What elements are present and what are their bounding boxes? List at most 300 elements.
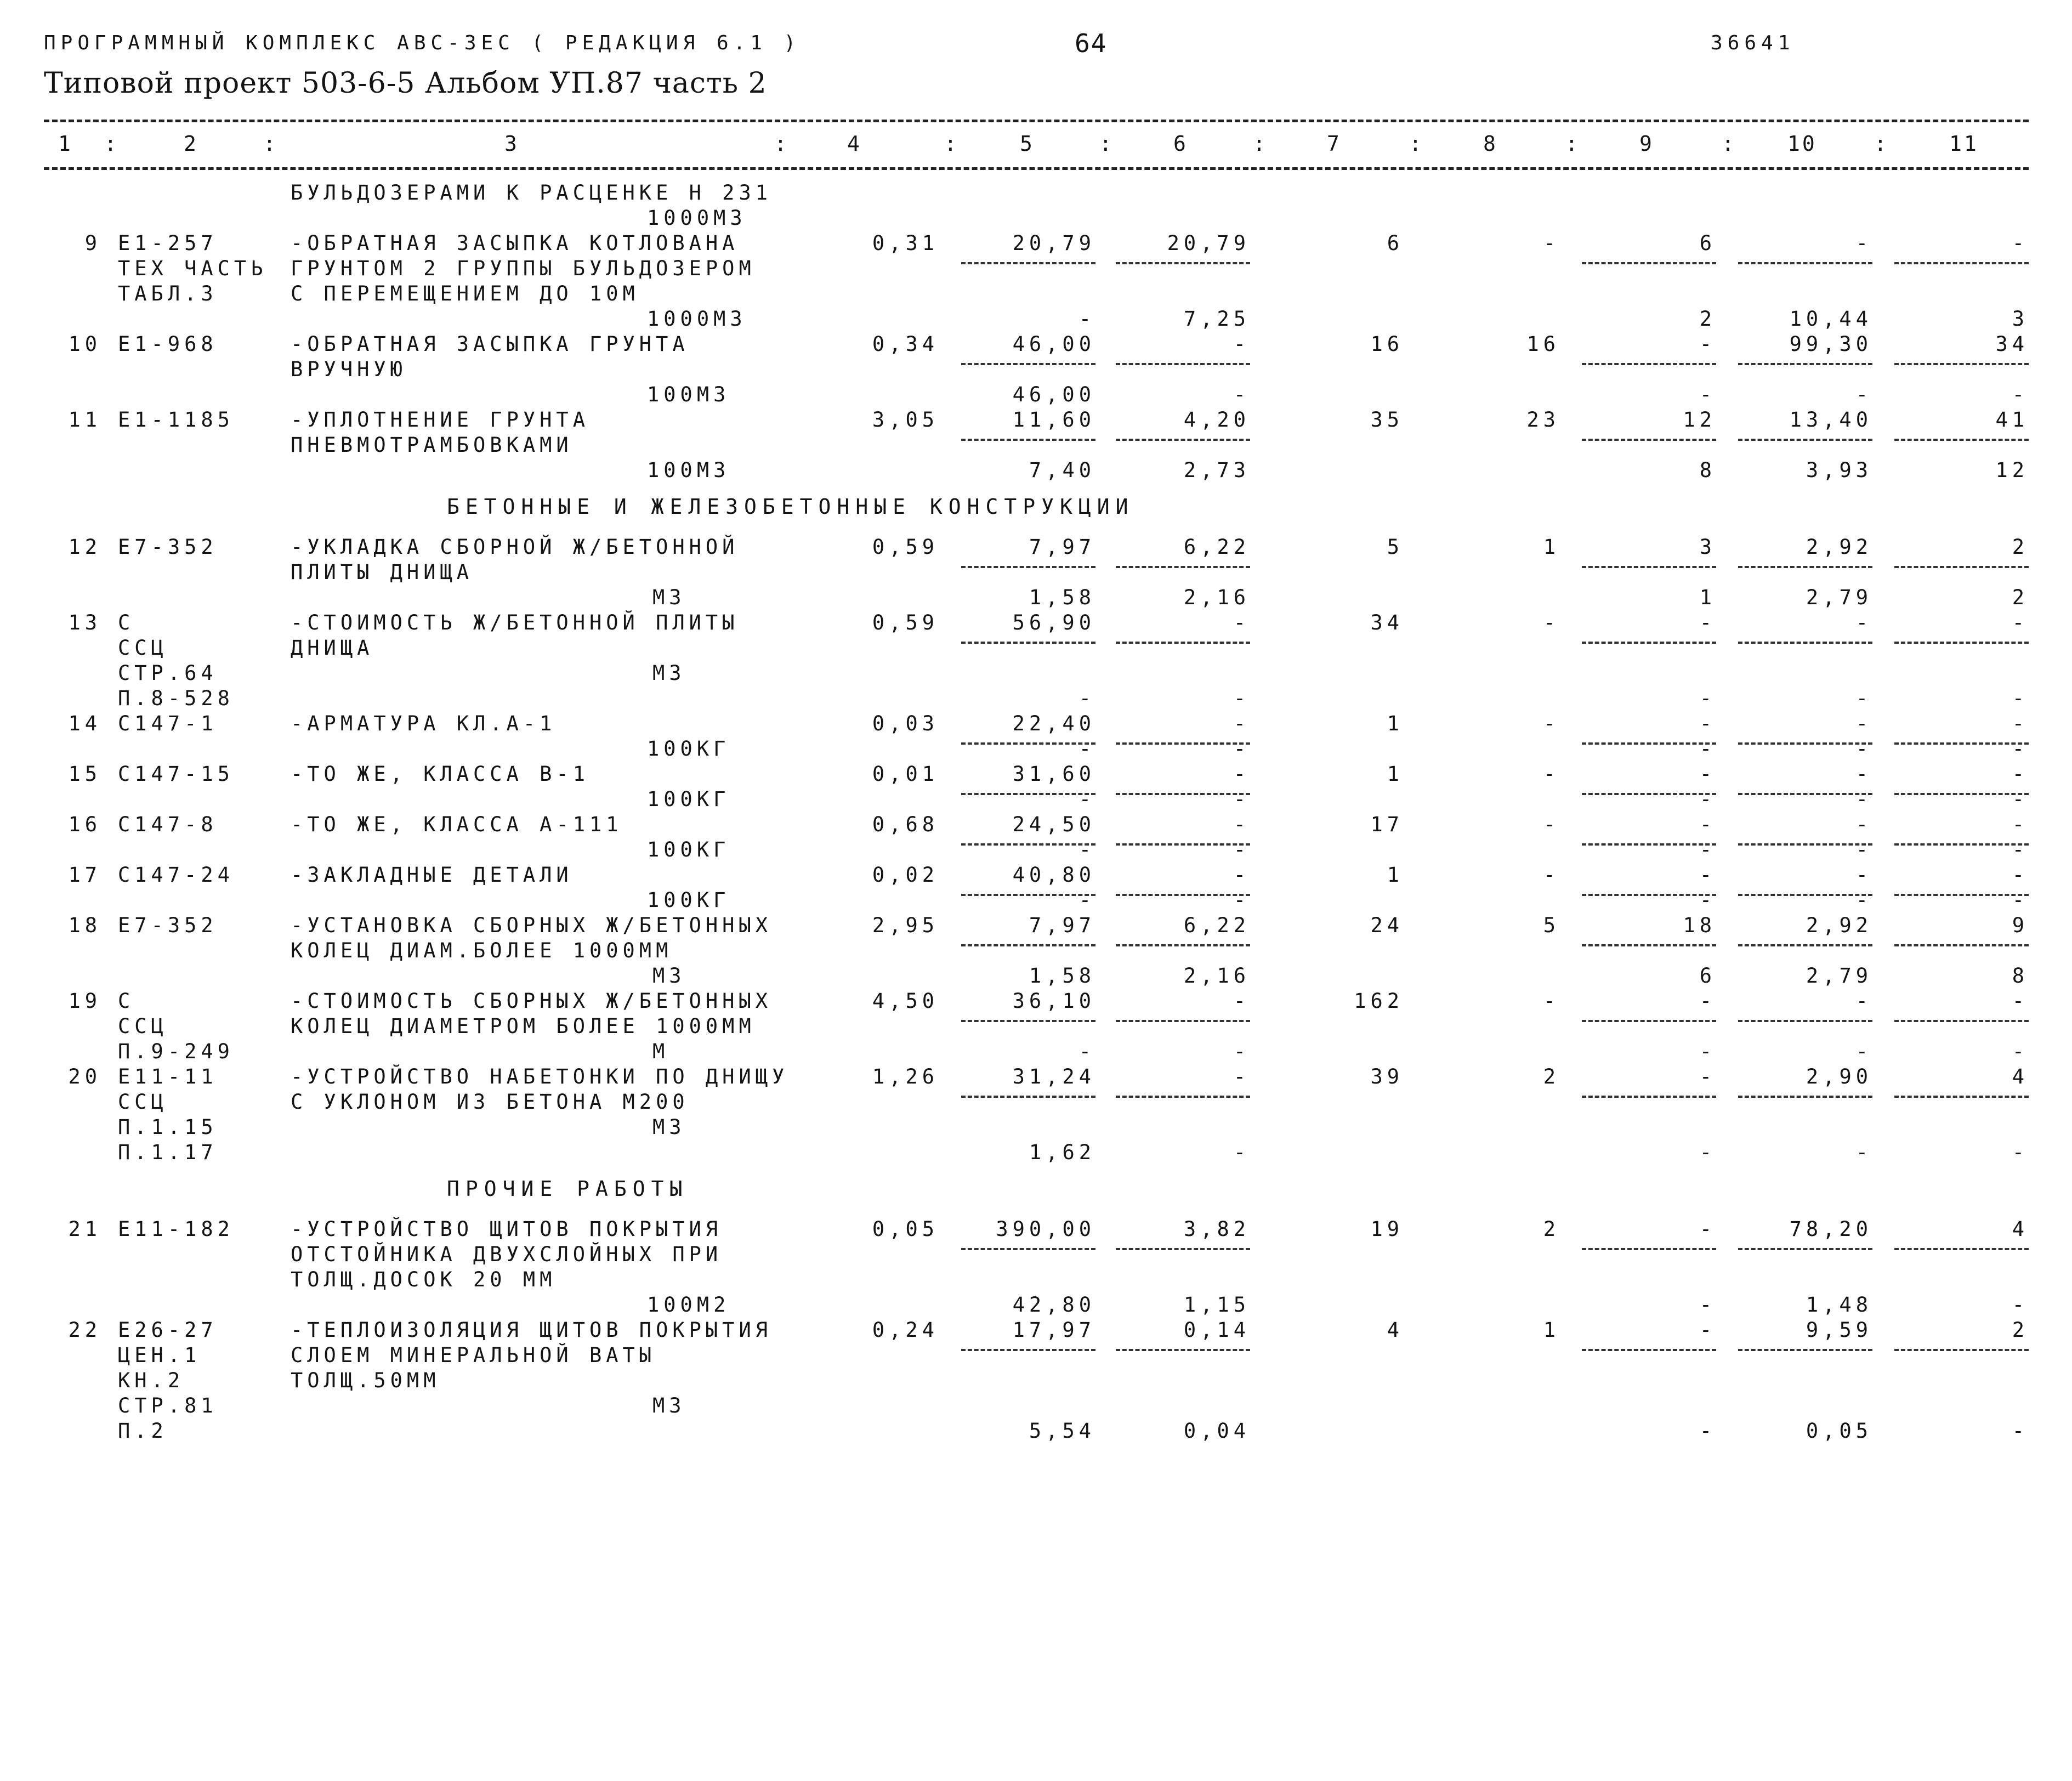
separator-dashes <box>1582 1248 1716 1250</box>
col-9: 9 <box>1639 132 1654 156</box>
value-c5-bottom: 7,40 <box>1029 458 1095 482</box>
separator-dashes <box>961 793 1095 795</box>
work-description: -ТО ЖЕ, КЛАССА В-1 <box>291 762 589 786</box>
separator-dashes <box>1894 566 2029 568</box>
work-description: -ТЕПЛОИЗОЛЯЦИЯ ЩИТОВ ПОКРЫТИЯ <box>291 1318 773 1342</box>
separator-dashes <box>1738 793 1872 795</box>
separator-dashes <box>1582 843 1716 846</box>
separator-dashes <box>1116 363 1250 365</box>
work-description: -УКЛАДКА СБОРНОЙ Ж/БЕТОННОЙ <box>291 535 739 559</box>
separator-dashes <box>1116 439 1250 441</box>
value-c10-bottom: 2,79 <box>1806 586 1872 609</box>
separator-dashes <box>1582 793 1716 795</box>
value-c7: 4 <box>1387 1318 1404 1342</box>
value-c11-bottom: 2 <box>2012 586 2029 609</box>
rate-code: Е7-352 <box>118 535 218 559</box>
separator-dashes <box>1582 439 1716 441</box>
work-description: -АРМАТУРА КЛ.А-1 <box>291 712 557 735</box>
value-c4: 0,34 <box>872 332 939 356</box>
value-c11-bottom: - <box>2012 1293 2029 1317</box>
value-c11-top: 41 <box>1995 408 2029 432</box>
rate-code: Е1-968 <box>118 332 218 356</box>
work-description: ТОЛЩ.ДОСОК 20 ММ <box>291 1268 557 1291</box>
value-c8: 1 <box>1543 535 1560 559</box>
value-c5-bottom: 46,00 <box>1012 383 1095 406</box>
separator-dashes <box>1582 1020 1716 1022</box>
separator-dashes <box>1894 363 2029 365</box>
col-3: 3 <box>504 132 519 156</box>
value-c10-top: 2,92 <box>1806 914 1872 937</box>
separator-dashes <box>1116 894 1250 896</box>
value-c5-top: 40,80 <box>1012 863 1095 887</box>
value-c11-bottom: - <box>2012 383 2029 406</box>
value-c5-bottom: - <box>1078 687 1095 710</box>
value-c7: 19 <box>1370 1217 1404 1241</box>
value-c6-top: - <box>1233 332 1250 356</box>
value-c6-bottom: - <box>1233 838 1250 861</box>
rate-code: Е1-257 <box>118 231 218 255</box>
value-c11-top: 4 <box>2012 1217 2029 1241</box>
value-c7: 24 <box>1370 914 1404 937</box>
value-c5-bottom: - <box>1078 838 1095 861</box>
value-c6-bottom: - <box>1233 687 1250 710</box>
value-c11-bottom: - <box>2012 1040 2029 1063</box>
separator-dashes <box>1582 566 1716 568</box>
col-2: 2 <box>184 132 198 156</box>
row-number: 14 <box>68 712 101 735</box>
separator-dashes <box>1116 566 1250 568</box>
value-c6-bottom: 2,16 <box>1183 586 1250 609</box>
value-c5-bottom: - <box>1078 787 1095 811</box>
value-c9-top: - <box>1699 762 1716 786</box>
separator-dashes <box>1582 742 1716 745</box>
value-c8: 5 <box>1543 914 1560 937</box>
value-c9-bottom: - <box>1699 737 1716 761</box>
separator-dashes <box>961 1096 1095 1098</box>
value-c6-top: 3,82 <box>1183 1217 1250 1241</box>
col-sep: : <box>774 132 789 156</box>
value-c8: - <box>1543 611 1560 634</box>
col-sep: : <box>1722 132 1736 156</box>
value-c7: 39 <box>1370 1065 1404 1088</box>
rate-code: КН.2 <box>118 1369 185 1392</box>
unit-of-measure: 1000М3 <box>647 206 747 230</box>
separator-dashes <box>1738 1020 1872 1022</box>
value-c4: 2,95 <box>872 914 939 937</box>
rate-code: ЦЕН.1 <box>118 1343 201 1367</box>
table-row <box>0 762 2072 813</box>
value-c5-bottom: 1,62 <box>1029 1141 1095 1164</box>
work-description: БУЛЬДОЗЕРАМИ К РАСЦЕНКЕ Н 231 <box>291 181 773 205</box>
value-c4: 0,03 <box>872 712 939 735</box>
value-c9-bottom: - <box>1699 838 1716 861</box>
work-description: -ОБРАТНАЯ ЗАСЫПКА ГРУНТА <box>291 332 689 356</box>
rate-code: ТЕХ ЧАСТЬ <box>118 257 268 280</box>
value-c9-bottom: 2 <box>1699 307 1716 331</box>
table-row <box>0 1318 2072 1444</box>
value-c8: - <box>1543 989 1560 1013</box>
value-c6-top: - <box>1233 1065 1250 1088</box>
value-c5-top: 7,97 <box>1029 914 1095 937</box>
value-c6-bottom: 2,16 <box>1183 964 1250 988</box>
value-c6-bottom: 2,73 <box>1183 458 1250 482</box>
row-number: 9 <box>84 231 101 255</box>
value-c9-bottom: - <box>1699 383 1716 406</box>
separator-dashes <box>1582 642 1716 644</box>
separator-dashes <box>1582 944 1716 946</box>
row-number: 16 <box>68 813 101 836</box>
row-number: 11 <box>68 408 101 432</box>
rate-code: П.1.17 <box>118 1141 218 1164</box>
value-c5-top: 11,60 <box>1012 408 1095 432</box>
value-c7: 16 <box>1370 332 1404 356</box>
value-c11-bottom: - <box>2012 687 2029 710</box>
col-5: 5 <box>1020 132 1035 156</box>
table-row <box>0 611 2072 712</box>
rate-code: Е26-27 <box>118 1318 218 1342</box>
value-c5-top: 46,00 <box>1012 332 1095 356</box>
rate-code: С147-15 <box>118 762 234 786</box>
estimate-table <box>0 181 2072 1444</box>
separator-dashes <box>961 1020 1095 1022</box>
value-c11-bottom: 3 <box>2012 307 2029 331</box>
value-c11-bottom: - <box>2012 888 2029 912</box>
separator-dashes <box>1738 262 1872 264</box>
table-row <box>0 1065 2072 1166</box>
row-number: 22 <box>68 1318 101 1342</box>
separator-dashes <box>1738 843 1872 846</box>
col-7: 7 <box>1327 132 1342 156</box>
separator-dashes <box>1116 944 1250 946</box>
value-c4: 3,05 <box>872 408 939 432</box>
value-c4: 0,68 <box>872 813 939 836</box>
section-heading <box>0 484 2072 535</box>
separator-dashes <box>1894 1096 2029 1098</box>
row-number: 21 <box>68 1217 101 1241</box>
value-c10-bottom: 2,79 <box>1806 964 1872 988</box>
col-sep: : <box>944 132 959 156</box>
value-c5-top: 390,00 <box>996 1217 1095 1241</box>
value-c6-top: - <box>1233 712 1250 735</box>
value-c9-top: - <box>1699 1217 1716 1241</box>
header-rule <box>44 167 2029 170</box>
value-c7: 34 <box>1370 611 1404 634</box>
row-number: 17 <box>68 863 101 887</box>
value-c5-bottom: 5,54 <box>1029 1419 1095 1443</box>
col-sep: : <box>1874 132 1889 156</box>
unit-of-measure: 1000М3 <box>647 307 747 331</box>
value-c8: - <box>1543 762 1560 786</box>
value-c10-bottom: - <box>1855 737 1872 761</box>
separator-dashes <box>1894 262 2029 264</box>
value-c5-top: 22,40 <box>1012 712 1095 735</box>
work-description: -УСТРОЙСТВО НАБЕТОНКИ ПО ДНИЩУ <box>291 1065 789 1088</box>
table-row <box>0 813 2072 863</box>
value-c8: 16 <box>1526 332 1560 356</box>
value-c9-top: - <box>1699 712 1716 735</box>
value-c7: 1 <box>1387 863 1404 887</box>
value-c8: - <box>1543 813 1560 836</box>
separator-dashes <box>1582 894 1716 896</box>
value-c4: 0,05 <box>872 1217 939 1241</box>
value-c5-top: 7,97 <box>1029 535 1095 559</box>
separator-dashes <box>961 894 1095 896</box>
value-c10-top: 2,90 <box>1806 1065 1872 1088</box>
value-c11-bottom: - <box>2012 1419 2029 1443</box>
value-c11-bottom: - <box>2012 787 2029 811</box>
value-c6-bottom: - <box>1233 888 1250 912</box>
work-description: ПНЕВМОТРАМБОВКАМИ <box>291 433 573 457</box>
value-c10-bottom: 10,44 <box>1789 307 1872 331</box>
separator-dashes <box>1894 642 2029 644</box>
separator-dashes <box>1116 793 1250 795</box>
unit-of-measure: М3 <box>652 1394 686 1417</box>
value-c6-bottom: - <box>1233 383 1250 406</box>
separator-dashes <box>1582 1349 1716 1351</box>
separator-dashes <box>1738 1349 1872 1351</box>
table-row <box>0 332 2072 408</box>
table-row <box>0 535 2072 611</box>
table-row <box>0 989 2072 1065</box>
work-description: С УКЛОНОМ ИЗ БЕТОНА М200 <box>291 1090 689 1114</box>
separator-dashes <box>1116 1096 1250 1098</box>
work-description: -УСТРОЙСТВО ЩИТОВ ПОКРЫТИЯ <box>291 1217 723 1241</box>
value-c9-bottom: - <box>1699 1293 1716 1317</box>
value-c9-top: - <box>1699 1065 1716 1088</box>
rate-code: ТАБЛ.3 <box>118 282 218 305</box>
section-heading <box>0 1166 2072 1217</box>
separator-dashes <box>1116 843 1250 846</box>
value-c7: 162 <box>1354 989 1404 1013</box>
value-c7: 6 <box>1387 231 1404 255</box>
value-c5-top: 17,97 <box>1012 1318 1095 1342</box>
value-c7: 1 <box>1387 762 1404 786</box>
value-c7: 1 <box>1387 712 1404 735</box>
unit-of-measure: 100КГ <box>647 737 730 761</box>
value-c9-bottom: - <box>1699 1040 1716 1063</box>
value-c10-bottom: - <box>1855 888 1872 912</box>
col-1: 1 <box>58 132 73 156</box>
value-c9-top: - <box>1699 863 1716 887</box>
value-c8: - <box>1543 231 1560 255</box>
value-c10-top: 78,20 <box>1789 1217 1872 1241</box>
row-number: 10 <box>68 332 101 356</box>
value-c9-top: 18 <box>1683 914 1716 937</box>
separator-dashes <box>1582 1096 1716 1098</box>
rate-code: П.2 <box>118 1419 168 1443</box>
value-c5-bottom: 1,58 <box>1029 586 1095 609</box>
separator-dashes <box>1894 843 2029 846</box>
rate-code: П.1.15 <box>118 1115 218 1139</box>
row-number: 19 <box>68 989 101 1013</box>
work-description: -ОБРАТНАЯ ЗАСЫПКА КОТЛОВАНА <box>291 231 739 255</box>
separator-dashes <box>1894 742 2029 745</box>
separator-dashes <box>1116 262 1250 264</box>
value-c5-bottom: - <box>1078 737 1095 761</box>
rate-code: Е7-352 <box>118 914 218 937</box>
rate-code: Е1-1185 <box>118 408 234 432</box>
work-description: КОЛЕЦ ДИАМЕТРОМ БОЛЕЕ 1000ММ <box>291 1014 756 1038</box>
value-c6-bottom: - <box>1233 1141 1250 1164</box>
value-c6-top: - <box>1233 813 1250 836</box>
value-c4: 0,01 <box>872 762 939 786</box>
table-row <box>0 181 2072 231</box>
value-c8: 2 <box>1543 1217 1560 1241</box>
col-sep: : <box>1409 132 1424 156</box>
value-c6-bottom: - <box>1233 1040 1250 1063</box>
value-c11-bottom: - <box>2012 737 2029 761</box>
work-description: ПЛИТЫ ДНИЩА <box>291 560 474 584</box>
rate-code: ССЦ <box>118 1090 168 1114</box>
value-c4: 4,50 <box>872 989 939 1013</box>
value-c5-top: 36,10 <box>1012 989 1095 1013</box>
unit-of-measure: М3 <box>652 586 686 609</box>
separator-dashes <box>1738 944 1872 946</box>
value-c9-bottom: - <box>1699 888 1716 912</box>
value-c6-top: 6,22 <box>1183 914 1250 937</box>
value-c11-bottom: 8 <box>2012 964 2029 988</box>
work-description: -СТОИМОСТЬ СБОРНЫХ Ж/БЕТОННЫХ <box>291 989 773 1013</box>
col-8: 8 <box>1483 132 1498 156</box>
value-c4: 0,59 <box>872 535 939 559</box>
work-description: -ТО ЖЕ, КЛАССА А-111 <box>291 813 623 836</box>
separator-dashes <box>1738 642 1872 644</box>
value-c7: 5 <box>1387 535 1404 559</box>
separator-dashes <box>1738 1248 1872 1250</box>
value-c7: 17 <box>1370 813 1404 836</box>
col-4: 4 <box>847 132 862 156</box>
separator-dashes <box>1116 642 1250 644</box>
rate-code: СТР.64 <box>118 661 218 685</box>
value-c11-top: - <box>2012 813 2029 836</box>
doc-code: 36641 <box>1711 32 1795 54</box>
table-row <box>0 914 2072 989</box>
separator-dashes <box>1738 1096 1872 1098</box>
value-c10-bottom: - <box>1855 838 1872 861</box>
col-10: 10 <box>1787 132 1817 156</box>
value-c11-top: - <box>2012 863 2029 887</box>
value-c6-bottom: 7,25 <box>1183 307 1250 331</box>
value-c11-top: 9 <box>2012 914 2029 937</box>
value-c9-bottom: - <box>1699 1141 1716 1164</box>
rate-code: ССЦ <box>118 636 168 660</box>
value-c9-top: 12 <box>1683 408 1716 432</box>
rate-code: П.9-249 <box>118 1040 234 1063</box>
value-c10-bottom: 0,05 <box>1806 1419 1872 1443</box>
value-c10-top: - <box>1855 762 1872 786</box>
value-c10-top: - <box>1855 231 1872 255</box>
value-c6-top: 6,22 <box>1183 535 1250 559</box>
col-6: 6 <box>1173 132 1188 156</box>
value-c10-top: 13,40 <box>1789 408 1872 432</box>
separator-dashes <box>1116 1349 1250 1351</box>
program-title: ПРОГРАММНЫЙ КОМПЛЕКС АВС-ЗЕС ( РЕДАКЦИЯ 6.1 ) <box>44 32 801 54</box>
separator-dashes <box>1894 1020 2029 1022</box>
value-c6-top: - <box>1233 762 1250 786</box>
unit-of-measure: М <box>652 1040 669 1063</box>
work-description: С ПЕРЕМЕЩЕНИЕМ ДО 10М <box>291 282 639 305</box>
value-c10-top: - <box>1855 712 1872 735</box>
value-c9-top: - <box>1699 813 1716 836</box>
unit-of-measure: 100КГ <box>647 787 730 811</box>
table-row <box>0 408 2072 484</box>
rate-code: С <box>118 611 135 634</box>
value-c6-top: 4,20 <box>1183 408 1250 432</box>
work-description: ОТСТОЙНИКА ДВУХСЛОЙНЫХ ПРИ <box>291 1243 723 1266</box>
value-c11-top: 2 <box>2012 535 2029 559</box>
row-number: 18 <box>68 914 101 937</box>
value-c10-top: - <box>1855 813 1872 836</box>
value-c9-bottom: - <box>1699 787 1716 811</box>
col-sep: : <box>263 132 278 156</box>
value-c6-bottom: 1,15 <box>1183 1293 1250 1317</box>
value-c5-bottom: - <box>1078 1040 1095 1063</box>
unit-of-measure: 100КГ <box>647 888 730 912</box>
col-sep: : <box>1099 132 1114 156</box>
value-c9-bottom: - <box>1699 687 1716 710</box>
value-c9-bottom: 8 <box>1699 458 1716 482</box>
value-c6-bottom: - <box>1233 787 1250 811</box>
value-c7: 35 <box>1370 408 1404 432</box>
value-c8: 1 <box>1543 1318 1560 1342</box>
work-description: -УПЛОТНЕНИЕ ГРУНТА <box>291 408 589 432</box>
value-c5-bottom: - <box>1078 888 1095 912</box>
separator-dashes <box>1738 363 1872 365</box>
separator-dashes <box>1582 363 1716 365</box>
value-c5-bottom: 1,58 <box>1029 964 1095 988</box>
unit-of-measure: М3 <box>652 964 686 988</box>
value-c8: - <box>1543 863 1560 887</box>
value-c4: 0,02 <box>872 863 939 887</box>
value-c5-top: 56,90 <box>1012 611 1095 634</box>
work-description: ТОЛЩ.50ММ <box>291 1369 440 1392</box>
value-c5-top: 24,50 <box>1012 813 1095 836</box>
value-c5-top: 31,24 <box>1012 1065 1095 1088</box>
separator-dashes <box>961 944 1095 946</box>
rate-code: Е11-182 <box>118 1217 234 1241</box>
rate-code: СТР.81 <box>118 1394 218 1417</box>
value-c10-bottom: - <box>1855 687 1872 710</box>
rate-code: С147-1 <box>118 712 218 735</box>
value-c10-top: - <box>1855 611 1872 634</box>
separator-dashes <box>961 1248 1095 1250</box>
value-c4: 0,59 <box>872 611 939 634</box>
value-c5-top: 31,60 <box>1012 762 1095 786</box>
table-row <box>0 231 2072 332</box>
value-c11-top: - <box>2012 989 2029 1013</box>
value-c8: 23 <box>1526 408 1560 432</box>
value-c11-top: 2 <box>2012 1318 2029 1342</box>
value-c10-top: 2,92 <box>1806 535 1872 559</box>
value-c6-bottom: - <box>1233 737 1250 761</box>
col-sep: : <box>1565 132 1580 156</box>
value-c9-top: - <box>1699 611 1716 634</box>
separator-dashes <box>1738 566 1872 568</box>
separator-dashes <box>1894 793 2029 795</box>
value-c11-bottom: - <box>2012 1141 2029 1164</box>
separator-dashes <box>961 843 1095 846</box>
value-c11-bottom: 12 <box>1995 458 2029 482</box>
value-c10-bottom: - <box>1855 383 1872 406</box>
value-c9-top: 3 <box>1699 535 1716 559</box>
value-c4: 1,26 <box>872 1065 939 1088</box>
row-number: 20 <box>68 1065 101 1088</box>
value-c8: - <box>1543 712 1560 735</box>
value-c6-top: - <box>1233 989 1250 1013</box>
separator-dashes <box>961 262 1095 264</box>
value-c6-top: - <box>1233 863 1250 887</box>
value-c6-bottom: 0,04 <box>1183 1419 1250 1443</box>
